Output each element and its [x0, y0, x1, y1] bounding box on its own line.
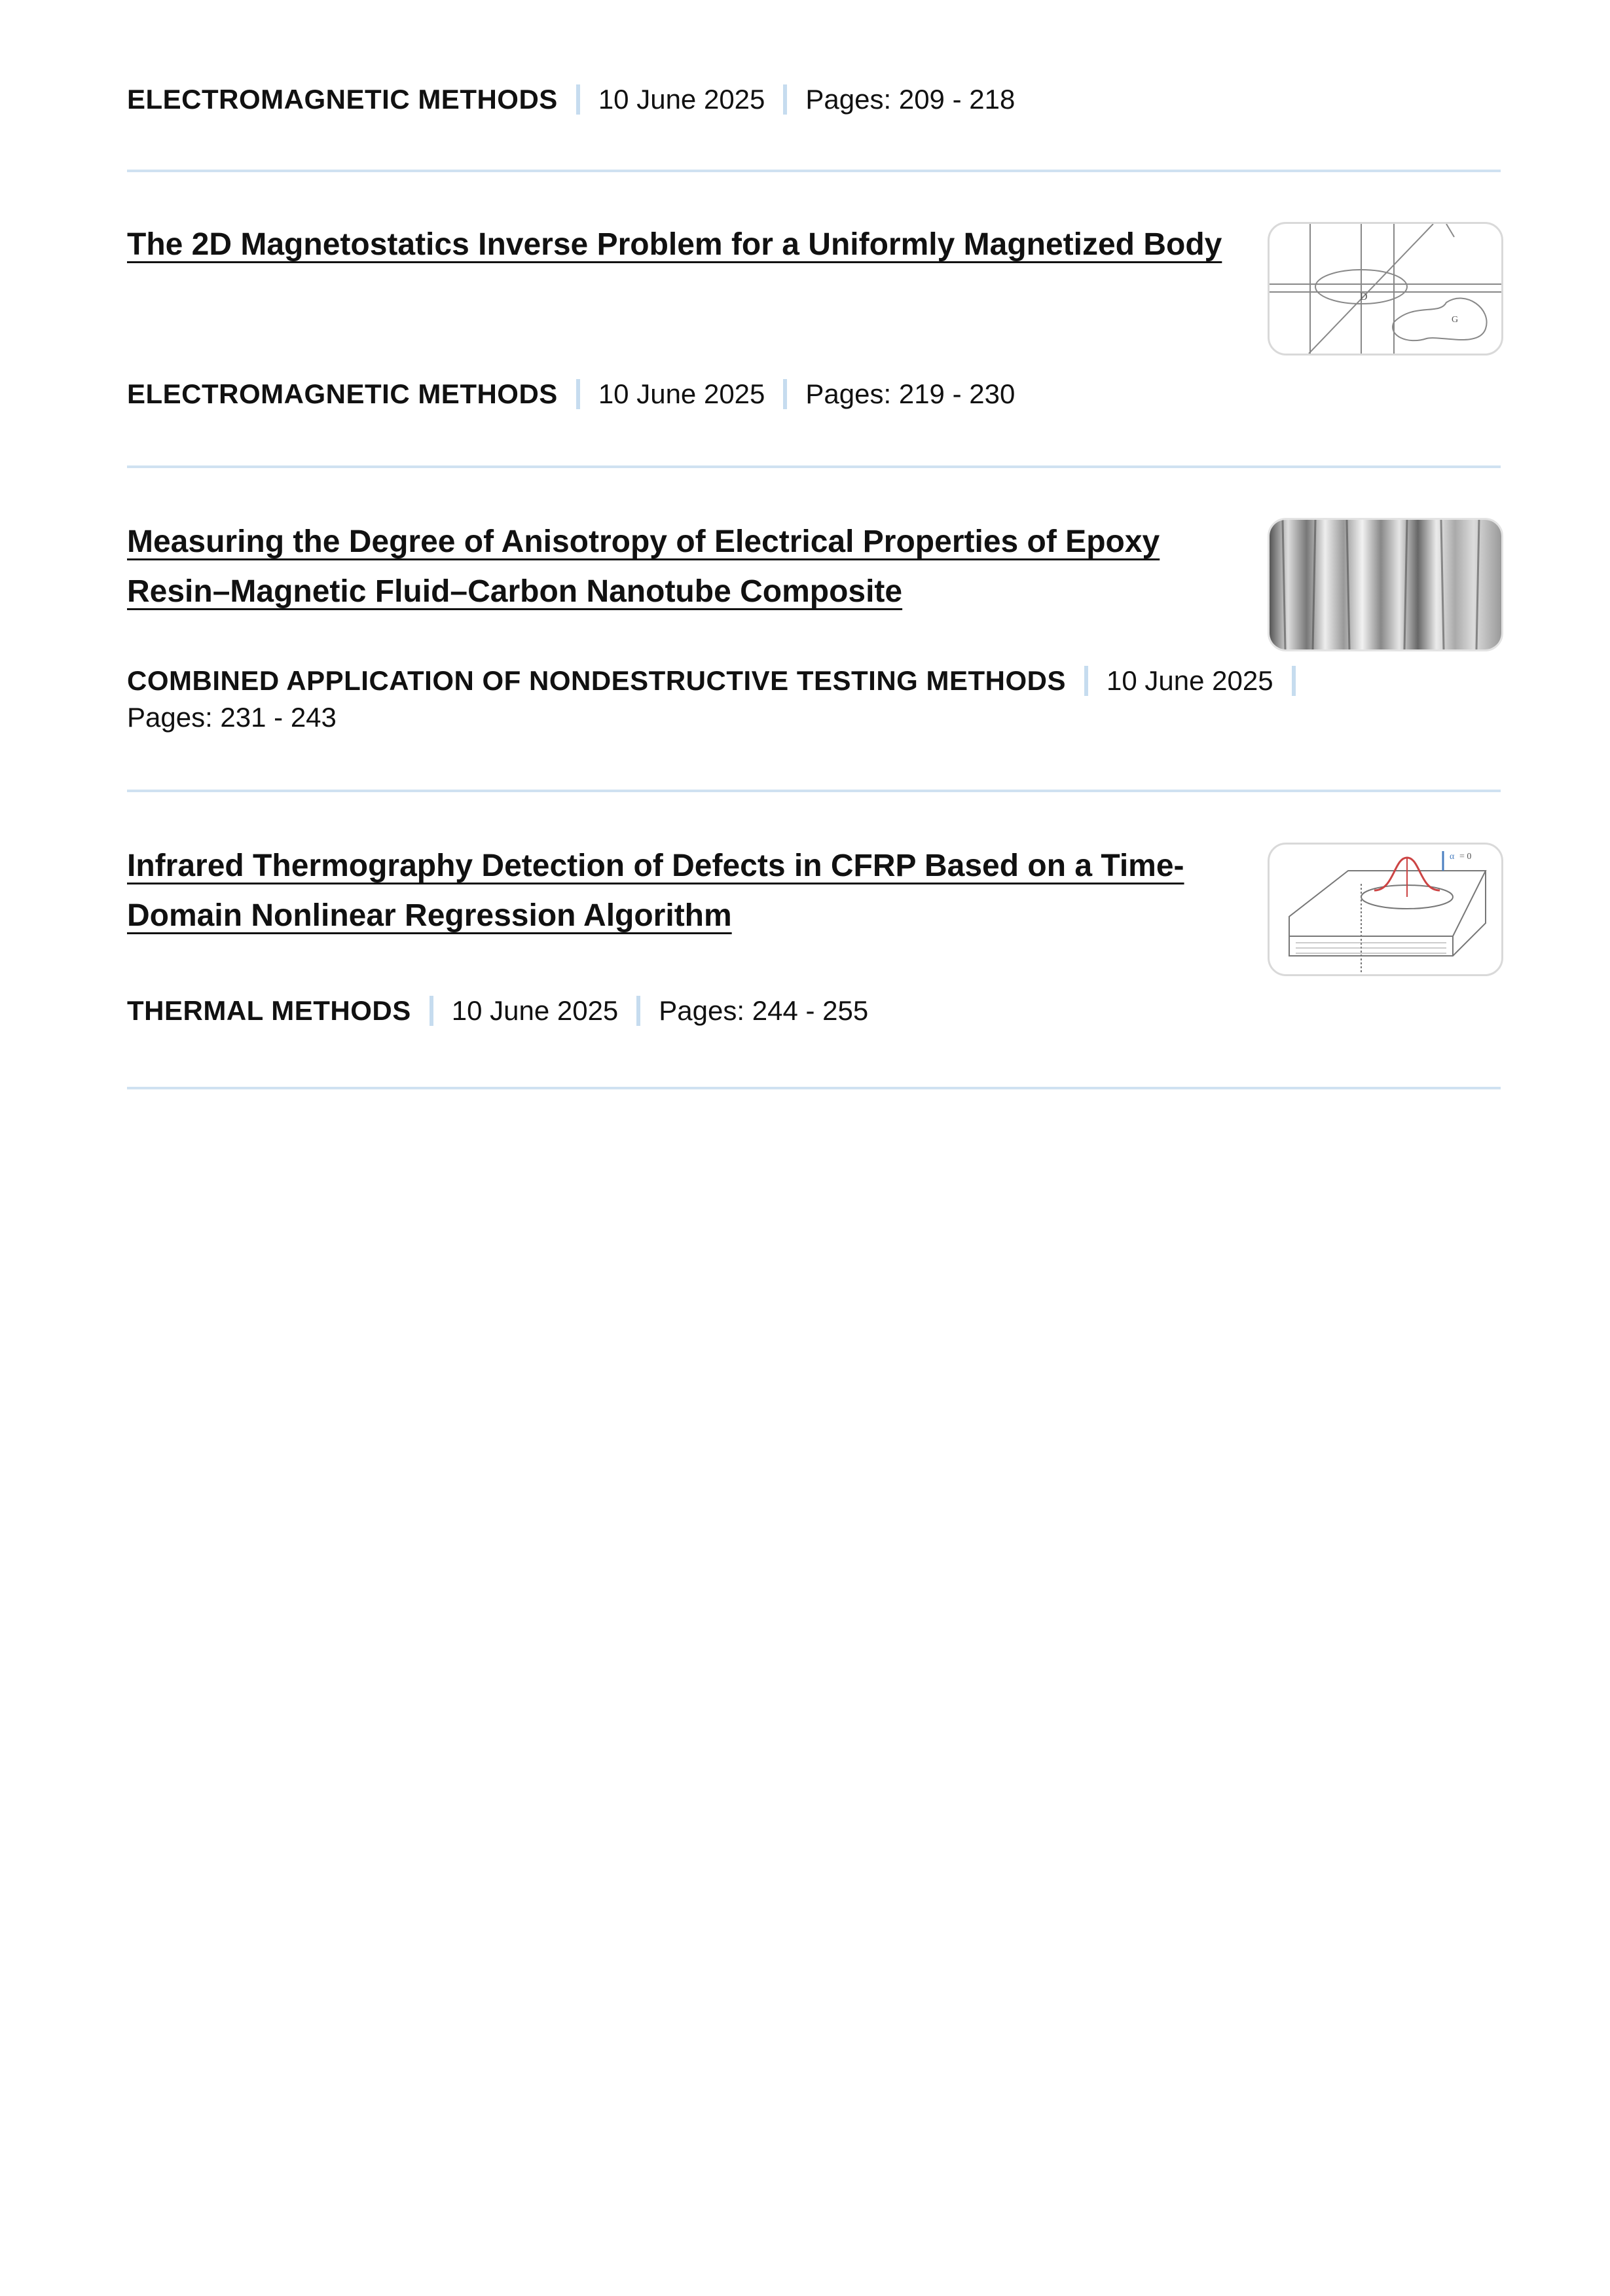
- publish-date: 10 June 2025: [598, 84, 765, 115]
- meta-separator: [430, 996, 433, 1026]
- article-meta-3: [127, 665, 1314, 697]
- page-range: Pages: 219 - 230: [805, 378, 1015, 409]
- article-title-link[interactable]: Domain Nonlinear Regression Algorithm: [127, 898, 732, 933]
- microstructure-image-icon: [1270, 520, 1501, 649]
- meta-separator: [783, 84, 787, 115]
- entry-divider: [127, 465, 1501, 468]
- entry-divider: [127, 170, 1501, 172]
- geometry-diagram-icon: [1270, 224, 1501, 354]
- article-thumbnail-2[interactable]: [1268, 222, 1503, 355]
- meta-separator: [576, 379, 580, 409]
- entry-divider: [127, 790, 1501, 792]
- publish-date: 10 June 2025: [1107, 665, 1273, 696]
- page-range: Pages: 209 - 218: [805, 84, 1015, 115]
- publish-date: 10 June 2025: [451, 995, 619, 1026]
- article-thumbnail-4[interactable]: [1268, 843, 1503, 976]
- meta-separator: [1292, 666, 1296, 696]
- article-title-4[interactable]: [127, 841, 1184, 941]
- category-label[interactable]: ELECTROMAGNETIC METHODS: [127, 84, 558, 115]
- meta-separator: [576, 84, 580, 115]
- article-title-3[interactable]: [127, 517, 1160, 617]
- svg-text:α: α: [1450, 852, 1455, 862]
- article-title-link[interactable]: Resin–Magnetic Fluid–Carbon Nanotube Composite: [127, 574, 903, 609]
- article-title-2[interactable]: [127, 220, 1222, 270]
- category-label[interactable]: ELECTROMAGNETIC METHODS: [127, 378, 558, 409]
- meta-separator: [783, 379, 787, 409]
- article-pages-3: [127, 702, 337, 733]
- svg-text:= 0: = 0: [1459, 852, 1472, 862]
- article-title-link[interactable]: Measuring the Degree of Anisotropy of Electrical Properties of Epoxy: [127, 524, 1160, 559]
- svg-text:G: G: [1452, 315, 1459, 325]
- article-meta-4: [127, 995, 868, 1027]
- entry-divider: [127, 1087, 1501, 1089]
- meta-separator: [1084, 666, 1088, 696]
- plate-defect-diagram-icon: [1270, 845, 1501, 974]
- page-range: Pages: 244 - 255: [659, 995, 869, 1026]
- meta-separator: [636, 996, 640, 1026]
- article-title-link[interactable]: Infrared Thermography Detection of Defects in CFRP Based on a Time-: [127, 848, 1184, 883]
- publish-date: 10 June 2025: [598, 378, 765, 409]
- article-meta-2: [127, 378, 1015, 410]
- page-range: Pages: 231 - 243: [127, 702, 337, 733]
- svg-text:D: D: [1360, 291, 1368, 302]
- category-label[interactable]: THERMAL METHODS: [127, 995, 411, 1026]
- article-thumbnail-3[interactable]: [1268, 518, 1503, 651]
- article-title-link[interactable]: The 2D Magnetostatics Inverse Problem for a Uniformly Magnetized Body: [127, 227, 1222, 262]
- article-meta-1: [127, 84, 1015, 115]
- category-label[interactable]: COMBINED APPLICATION OF NONDESTRUCTIVE TESTING METHODS: [127, 665, 1067, 696]
